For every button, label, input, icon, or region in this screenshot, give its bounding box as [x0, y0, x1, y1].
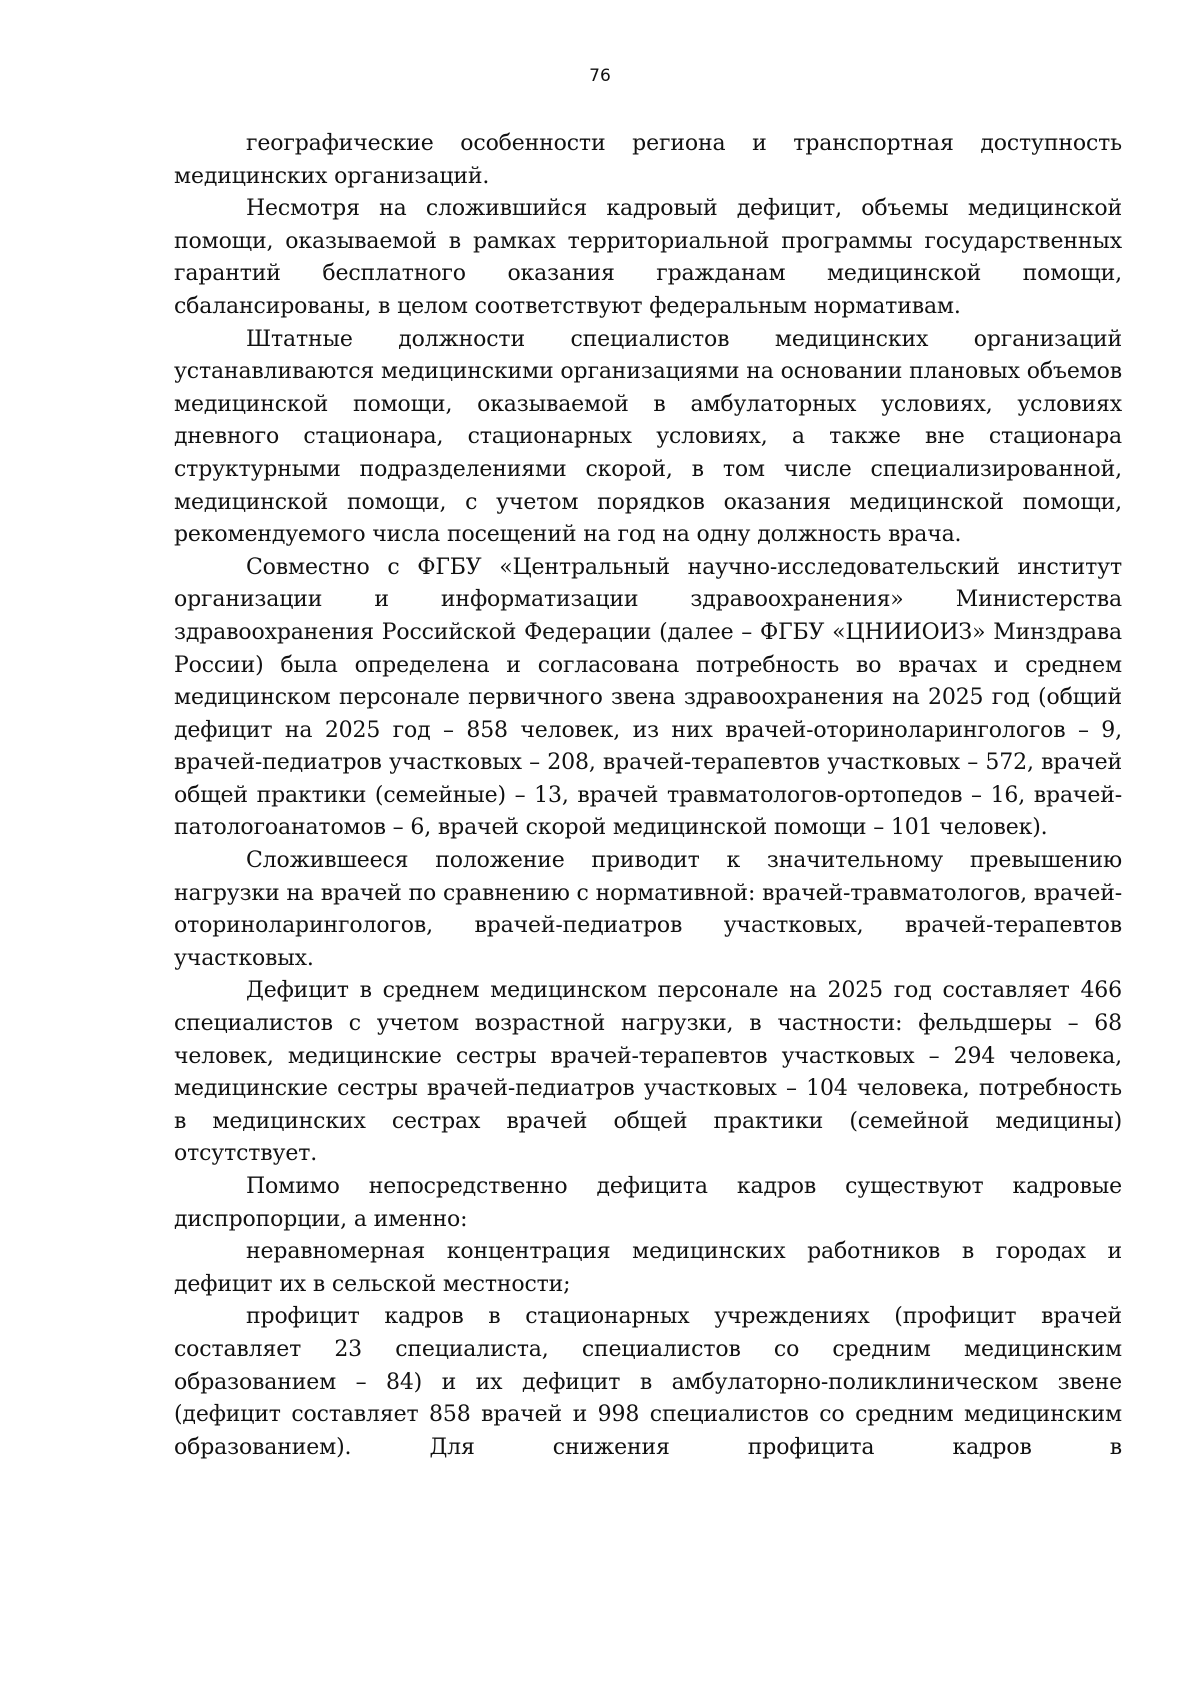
paragraph-disproportions: Помимо непосредственно дефицита кадров существуют кадровые диспропорции, а именно:: [174, 1174, 1122, 1232]
paragraph-concentration: неравномерная концентрация медицинских работников в городах и дефицит их в сельской местности;: [174, 1239, 1122, 1297]
document-body: [174, 128, 1122, 1464]
paragraph-staff-need: Совместно с ФГБУ «Центральный научно-исследовательский институт организации и информатизации здравоохранения» Министерства здравоохранения Российской Федерации (далее – ФГБУ «ЦНИИОИЗ» Минздрава России) была определена и согласована потребность во врачах и среднем медицинском персонале первичного звена здравоохранения на 2025 год (общий дефицит на 2025 год – 858 человек, из них врачей-оториноларингологов – 9, врачей-педиатров участковых – 208, врачей-терапевтов участковых – 572, врачей общей практики (семейные) – 13, врачей травматологов-ортопедов – 16, врачей-патологоанатомов – 6, врачей скорой медицинской помощи – 101 человек).: [174, 554, 1122, 841]
paragraph-volumes: Несмотря на сложившийся кадровый дефицит, объемы медицинской помощи, оказываемой в рамках территориальной программы государственных гарантий бесплатного оказания гражданам медицинской помощи, сбалансированы, в целом соответствуют федеральным нормативам.: [174, 196, 1122, 319]
paragraph-staff-positions: Штатные должности специалистов медицинских организаций устанавливаются медицинскими организациями на основании плановых объемов медицинской помощи, оказываемой в амбулаторных условиях, условиях дневного стационара, стационарных условиях, а также вне стационара структурными подразделениями скорой, в том числе специализированной, медицинской помощи, с учетом порядков оказания медицинской помощи, рекомендуемого числа посещений на год на одну должность врача.: [174, 326, 1122, 548]
page-number: 76: [589, 66, 611, 86]
paragraph-nursing-deficit: Дефицит в среднем медицинском персонале на 2025 год составляет 466 специалистов с учетом возрастной нагрузки, в частности: фельдшеры – 68 человек, медицинские сестры врачей-терапевтов участковых – 294 человека, медицинские сестры врачей-педиатров участковых – 104 человека, потребность в медицинских сестрах врачей общей практики (семейной медицины) отсутствует.: [174, 978, 1122, 1167]
paragraph-surplus: профицит кадров в стационарных учреждениях (профицит врачей составляет 23 специалиста, специалистов со средним медицинским образованием – 84) и их дефицит в амбулаторно-поликлиническом звене (дефицит составляет 858 врачей и 998 специалистов со средним медицинским образованием). Для снижения профицита кадров в: [174, 1304, 1122, 1460]
paragraph-workload: Сложившееся положение приводит к значительному превышению нагрузки на врачей по сравнению с нормативной: врачей-травматологов, врачей-оториноларингологов, врачей-педиатров участковых, врачей-терапевтов участковых.: [174, 848, 1122, 971]
paragraph-geography: географические особенности региона и транспортная доступность медицинских организаций.: [174, 131, 1122, 189]
